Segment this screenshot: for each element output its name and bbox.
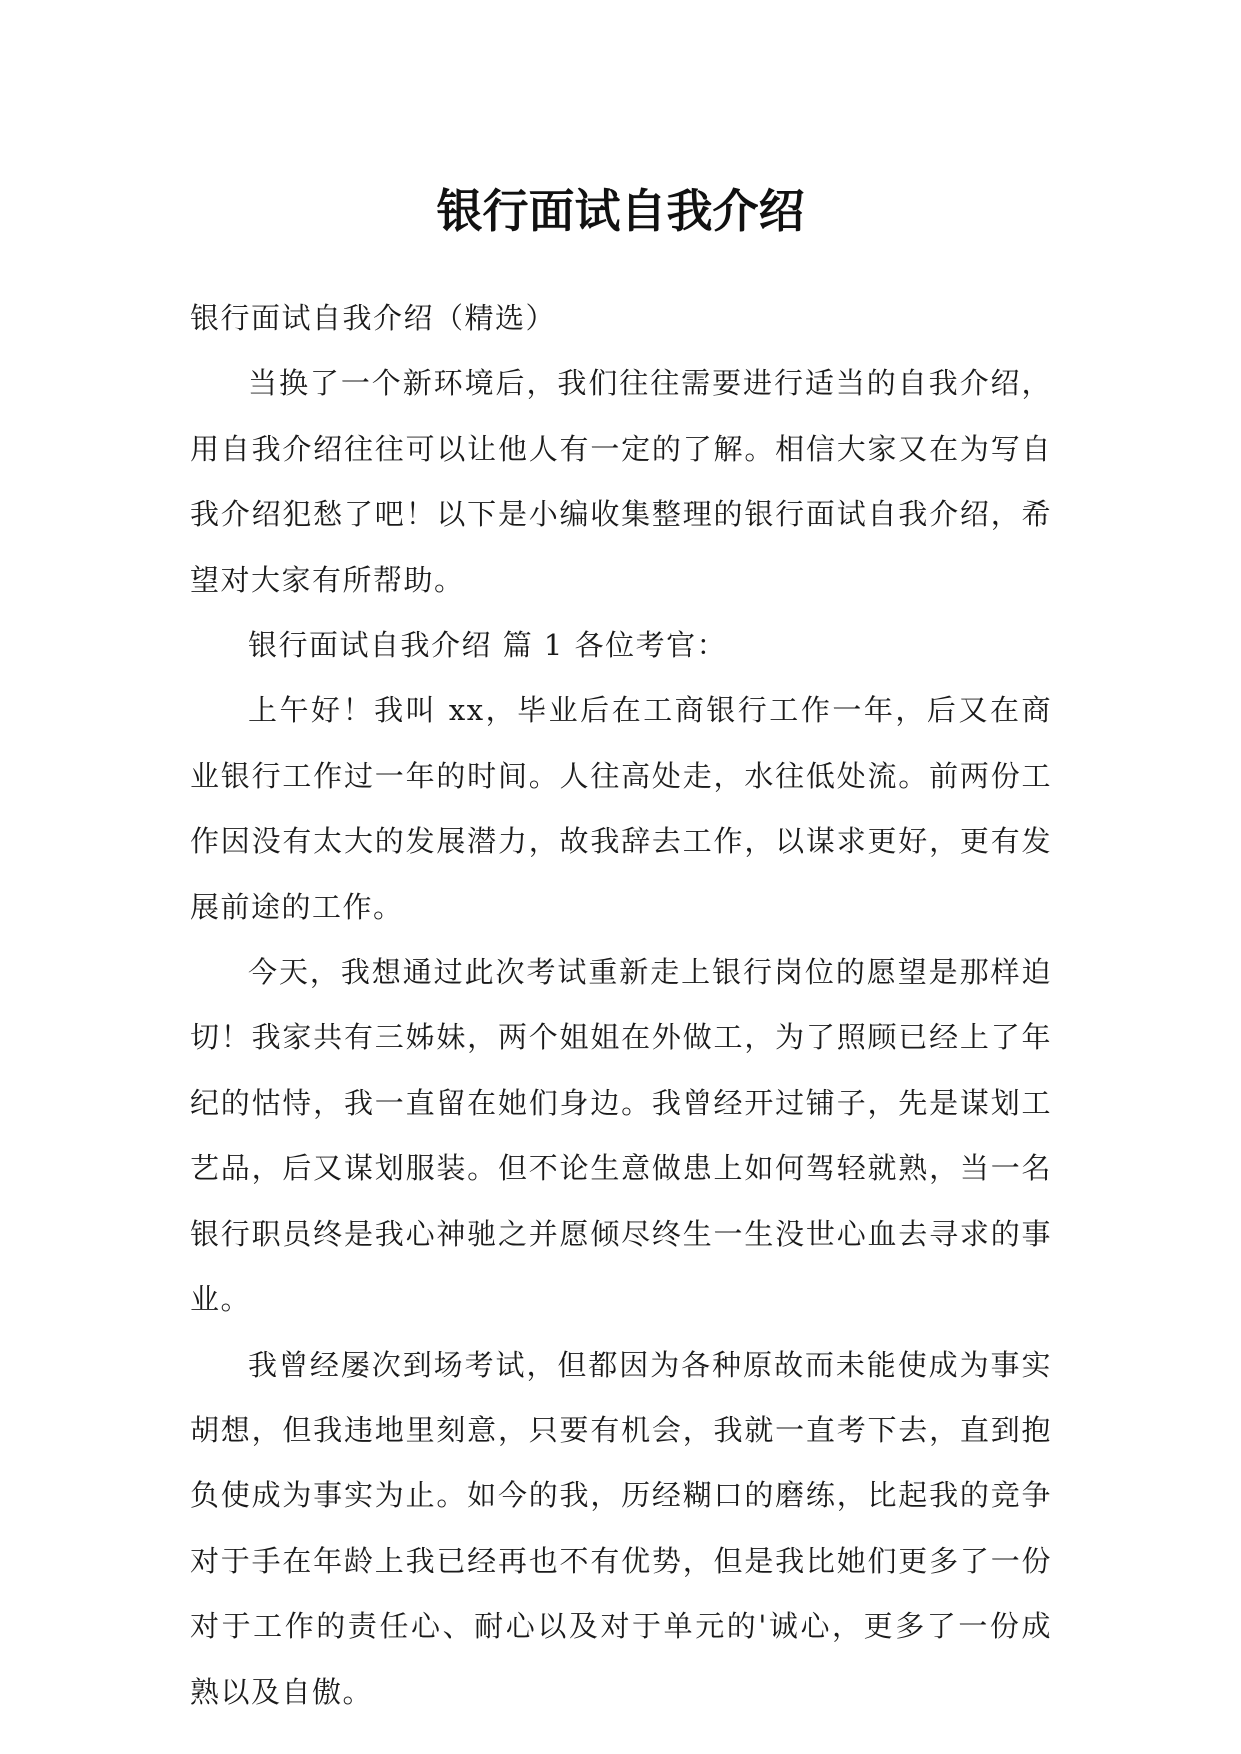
body-paragraph: 上午好！我叫 xx，毕业后在工商银行工作一年，后又在商业银行工作过一年的时间。人往高处走，水往低处流。前两份工作因没有太大的发展潜力，故我辞去工作，以谋求更好，更有发展前途的工作。 xyxy=(190,693,1052,924)
subtitle-paragraph: 银行面试自我介绍（精选） xyxy=(190,301,557,335)
document-body xyxy=(190,286,1052,1725)
body-paragraph: 今天，我想通过此次考试重新走上银行岗位的愿望是那样迫切！我家共有三姊妹，两个姐姐在外做工，为了照顾已经上了年纪的怙恃，我一直留在她们身边。我曾经开过铺子，先是谋划工艺品，后又谋划服装。但不论生意做患上如何驾轻就熟，当一名银行职员终是我心神驰之并愿倾尽终生一生没世心血去寻求的事业。 xyxy=(190,955,1052,1317)
intro-paragraph: 当换了一个新环境后，我们往往需要进行适当的自我介绍，用自我介绍往往可以让他人有一定的了解。相信大家又在为写自我介绍犯愁了吧！以下是小编收集整理的银行面试自我介绍，希望对大家有所帮助。 xyxy=(190,366,1052,597)
section-heading-paragraph: 银行面试自我介绍 篇 1 各位考官： xyxy=(248,628,728,663)
document-title: 银行面试自我介绍 xyxy=(436,183,805,238)
body-paragraph: 我曾经屡次到场考试，但都因为各种原故而未能使成为事实胡想，但我违地里刻意，只要有机会，我就一直考下去，直到抱负使成为事实为止。如今的我，历经糊口的磨练，比起我的竞争对于手在年龄上我已经再也不有优势，但是我比她们更多了一份对于工作的责任心、耐心以及对于单元的'诚心，更多了一份成熟以及自傲。 xyxy=(190,1347,1052,1709)
